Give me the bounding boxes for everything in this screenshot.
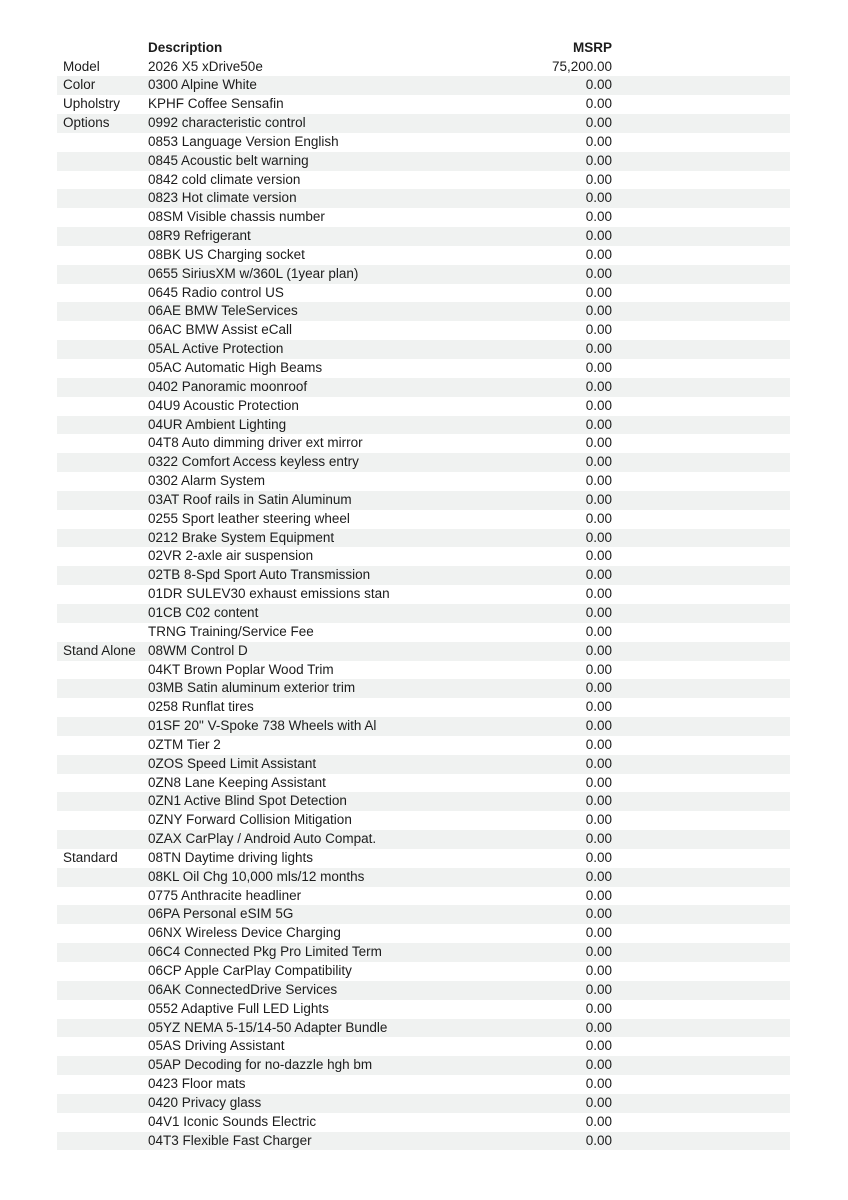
category-cell (57, 811, 148, 830)
row-spacer (612, 340, 790, 359)
description-cell: 0258 Runflat tires (148, 699, 254, 715)
table-body (57, 58, 790, 1151)
category-cell: Model (63, 58, 100, 74)
category-cell (57, 397, 148, 416)
msrp-cell: 0.00 (585, 963, 612, 978)
table-row (57, 227, 790, 246)
table-row (57, 416, 790, 435)
category-cell (57, 416, 148, 435)
category-cell (57, 698, 148, 717)
description-cell: 0420 Privacy glass (148, 1094, 262, 1110)
description-cell: 03AT Roof rails in Satin Aluminum (148, 491, 352, 507)
category-cell (57, 302, 148, 321)
msrp-cell: 0.00 (585, 209, 612, 225)
row-spacer (612, 397, 790, 416)
table-row (57, 171, 790, 190)
msrp-cell: 0.00 (585, 77, 612, 93)
row-spacer (612, 943, 790, 962)
row-spacer (612, 359, 790, 378)
msrp-cell: 0.00 (585, 322, 612, 338)
description-cell: 05AS Driving Assistant (148, 1038, 285, 1054)
description-cell: 08R9 Refrigerant (148, 228, 251, 244)
msrp-cell: 0.00 (585, 906, 612, 922)
row-spacer (612, 189, 790, 208)
description-cell: 06AC BMW Assist eCall (148, 322, 293, 338)
table-row (57, 1037, 790, 1056)
msrp-cell: 0.00 (585, 849, 612, 865)
row-spacer (612, 510, 790, 529)
msrp-cell: 0.00 (585, 360, 612, 375)
table-row (57, 585, 790, 604)
category-cell (57, 1113, 148, 1132)
description-cell: 0552 Adaptive Full LED Lights (148, 1000, 329, 1016)
row-spacer (612, 133, 790, 152)
category-cell (57, 1056, 148, 1075)
category-cell (57, 510, 148, 529)
msrp-cell: 0.00 (585, 152, 612, 168)
table-row (57, 679, 790, 698)
msrp-cell: 0.00 (585, 397, 612, 413)
description-cell: 05AL Active Protection (148, 341, 284, 357)
category-cell (57, 943, 148, 962)
category-cell: Upholstry (63, 96, 121, 112)
table-row (57, 265, 790, 284)
description-cell: 08TN Daytime driving lights (148, 849, 314, 865)
table-row (57, 905, 790, 924)
msrp-cell: 0.00 (585, 303, 612, 319)
table-row (57, 811, 790, 830)
row-spacer (612, 1113, 790, 1132)
table-row (57, 962, 790, 981)
table-row (57, 849, 790, 868)
description-cell: 0ZN8 Lane Keeping Assistant (148, 774, 326, 790)
msrp-cell: 0.00 (585, 190, 612, 206)
row-spacer (612, 981, 790, 1000)
msrp-cell: 0.00 (585, 661, 612, 677)
row-spacer (612, 284, 790, 303)
msrp-cell: 0.00 (585, 133, 612, 149)
category-cell: Options (63, 115, 110, 131)
row-spacer (612, 453, 790, 472)
msrp-cell: 0.00 (585, 1000, 612, 1016)
category-cell (57, 679, 148, 698)
row-spacer (612, 868, 790, 887)
msrp-cell: 0.00 (585, 699, 612, 715)
description-cell: 2026 X5 xDrive50e (148, 58, 263, 74)
table-row (57, 830, 790, 849)
msrp-cell: 0.00 (585, 812, 612, 828)
row-spacer (612, 698, 790, 717)
description-cell: 04U9 Acoustic Protection (148, 397, 299, 413)
description-cell: 06PA Personal eSIM 5G (148, 906, 294, 922)
table-row (57, 604, 790, 623)
row-spacer (612, 755, 790, 774)
table-row (57, 397, 790, 416)
description-cell: 0655 SiriusXM w/360L (1year plan) (148, 265, 359, 281)
msrp-cell: 0.00 (585, 944, 612, 960)
row-spacer (612, 585, 790, 604)
category-cell (57, 1037, 148, 1056)
category-cell (57, 453, 148, 472)
msrp-cell: 0.00 (585, 284, 612, 300)
column-header-category (57, 38, 148, 58)
row-spacer (612, 265, 790, 284)
table-row (57, 378, 790, 397)
msrp-cell: 0.00 (585, 736, 612, 752)
description-cell: 0842 cold climate version (148, 171, 301, 187)
row-spacer (612, 1094, 790, 1113)
row-spacer (612, 1037, 790, 1056)
category-cell (57, 924, 148, 943)
description-cell: 04UR Ambient Lighting (148, 416, 287, 432)
msrp-cell: 0.00 (585, 96, 612, 112)
category-cell (57, 585, 148, 604)
table-row (57, 924, 790, 943)
msrp-cell: 0.00 (585, 171, 612, 187)
description-cell: 0ZAX CarPlay / Android Auto Compat. (148, 831, 377, 847)
table-row (57, 58, 790, 77)
table-row (57, 736, 790, 755)
msrp-cell: 0.00 (585, 1038, 612, 1054)
table-row (57, 547, 790, 566)
vehicle-options-table (57, 38, 790, 1150)
msrp-cell: 0.00 (585, 981, 612, 997)
msrp-cell: 0.00 (585, 491, 612, 507)
row-spacer (612, 962, 790, 981)
row-spacer (612, 378, 790, 397)
row-spacer (612, 491, 790, 510)
description-cell: 0ZN1 Active Blind Spot Detection (148, 793, 347, 809)
description-cell: 04T8 Auto dimming driver ext mirror (148, 435, 363, 451)
row-spacer (612, 1132, 790, 1151)
msrp-cell: 0.00 (585, 115, 612, 131)
msrp-cell: 0.00 (585, 265, 612, 281)
row-spacer (612, 736, 790, 755)
msrp-cell: 0.00 (585, 604, 612, 620)
row-spacer (612, 566, 790, 585)
category-cell (57, 133, 148, 152)
category-cell (57, 246, 148, 265)
row-spacer (612, 472, 790, 491)
description-cell: 0823 Hot climate version (148, 190, 297, 206)
description-cell: 04KT Brown Poplar Wood Trim (148, 661, 334, 677)
category-cell (57, 717, 148, 736)
table-row (57, 340, 790, 359)
table-row (57, 472, 790, 491)
row-spacer (612, 1000, 790, 1019)
category-cell (57, 905, 148, 924)
description-cell: 06C4 Connected Pkg Pro Limited Term (148, 944, 382, 960)
table-row (57, 1056, 790, 1075)
table-row (57, 774, 790, 793)
table-row (57, 302, 790, 321)
table-row (57, 792, 790, 811)
category-cell: Color (63, 77, 96, 93)
table-row (57, 529, 790, 548)
msrp-cell: 0.00 (585, 473, 612, 489)
description-cell: 03MB Satin aluminum exterior trim (148, 680, 356, 696)
table-row (57, 868, 790, 887)
category-cell (57, 152, 148, 171)
row-spacer (612, 171, 790, 190)
table-row (57, 1094, 790, 1113)
table-row (57, 981, 790, 1000)
msrp-cell: 0.00 (585, 454, 612, 470)
row-spacer (612, 114, 790, 133)
category-cell (57, 736, 148, 755)
table-row (57, 943, 790, 962)
table-row (57, 661, 790, 680)
msrp-cell: 0.00 (585, 1019, 612, 1035)
description-cell: 0423 Floor mats (148, 1076, 246, 1092)
row-spacer (612, 58, 790, 77)
description-cell: 0255 Sport leather steering wheel (148, 510, 350, 526)
category-cell (57, 265, 148, 284)
row-spacer (612, 887, 790, 906)
description-cell: 08KL Oil Chg 10,000 mls/12 months (148, 868, 365, 884)
msrp-cell: 0.00 (585, 1057, 612, 1073)
row-spacer (612, 1056, 790, 1075)
table-row (57, 1000, 790, 1019)
category-cell (57, 604, 148, 623)
description-cell: 08BK US Charging socket (148, 246, 305, 262)
msrp-cell: 0.00 (585, 246, 612, 262)
msrp-cell: 0.00 (585, 623, 612, 639)
category-cell: Standard (63, 849, 118, 865)
category-cell (57, 887, 148, 906)
description-cell: 02TB 8-Spd Sport Auto Transmission (148, 567, 371, 583)
description-cell: 06AE BMW TeleServices (148, 303, 298, 319)
table-row (57, 510, 790, 529)
row-spacer (612, 152, 790, 171)
description-cell: 0853 Language Version English (148, 133, 339, 149)
row-spacer (612, 321, 790, 340)
msrp-cell: 0.00 (585, 586, 612, 602)
msrp-cell: 0.00 (585, 341, 612, 357)
category-cell (57, 340, 148, 359)
row-spacer (612, 774, 790, 793)
table-row (57, 152, 790, 171)
row-spacer (612, 604, 790, 623)
row-spacer (612, 529, 790, 548)
table-row (57, 114, 790, 133)
category-cell (57, 547, 148, 566)
row-spacer (612, 830, 790, 849)
description-cell: 0402 Panoramic moonroof (148, 378, 308, 394)
description-cell: 01SF 20" V-Spoke 738 Wheels with Al (148, 718, 377, 734)
msrp-cell: 0.00 (585, 1094, 612, 1110)
msrp-cell: 0.00 (585, 510, 612, 526)
row-spacer (612, 547, 790, 566)
category-cell: Stand Alone (63, 642, 136, 658)
category-cell (57, 378, 148, 397)
description-cell: 0212 Brake System Equipment (148, 529, 335, 545)
description-cell: 0645 Radio control US (148, 284, 284, 300)
table-row (57, 95, 790, 114)
description-cell: 0300 Alpine White (148, 77, 257, 93)
row-spacer (612, 302, 790, 321)
table-row (57, 566, 790, 585)
description-cell: 08WM Control D (148, 642, 248, 658)
category-cell (57, 189, 148, 208)
table-row (57, 623, 790, 642)
msrp-cell: 0.00 (585, 529, 612, 545)
category-cell (57, 868, 148, 887)
description-cell: 0ZNY Forward Collision Mitigation (148, 812, 352, 828)
table-header-row (57, 38, 790, 58)
table-row (57, 717, 790, 736)
msrp-cell: 0.00 (585, 416, 612, 432)
msrp-cell: 0.00 (585, 1076, 612, 1092)
row-spacer (612, 227, 790, 246)
category-cell (57, 774, 148, 793)
msrp-cell: 0.00 (585, 567, 612, 583)
table-row (57, 491, 790, 510)
category-cell (57, 472, 148, 491)
row-spacer (612, 623, 790, 642)
row-spacer (612, 208, 790, 227)
description-cell: 04V1 Iconic Sounds Electric (148, 1113, 317, 1129)
description-cell: 05AP Decoding for no-dazzle hgh bm (148, 1057, 373, 1073)
row-spacer (612, 924, 790, 943)
category-cell (57, 1019, 148, 1038)
category-cell (57, 981, 148, 1000)
table-row (57, 208, 790, 227)
description-cell: TRNG Training/Service Fee (148, 623, 314, 639)
table-row (57, 887, 790, 906)
description-cell: 0302 Alarm System (148, 473, 266, 489)
category-cell (57, 359, 148, 378)
description-cell: 05YZ NEMA 5-15/14-50 Adapter Bundle (148, 1019, 388, 1035)
table-row (57, 359, 790, 378)
msrp-cell: 0.00 (585, 831, 612, 847)
row-spacer (612, 434, 790, 453)
msrp-cell: 0.00 (585, 680, 612, 696)
description-cell: 0775 Anthracite headliner (148, 887, 302, 903)
description-cell: 01DR SULEV30 exhaust emissions stan (148, 586, 390, 602)
category-cell (57, 661, 148, 680)
row-spacer (612, 95, 790, 114)
row-spacer (612, 792, 790, 811)
msrp-cell: 0.00 (585, 548, 612, 564)
row-spacer (612, 679, 790, 698)
row-spacer (612, 76, 790, 95)
description-cell: 06CP Apple CarPlay Compatibility (148, 963, 352, 978)
category-cell (57, 792, 148, 811)
row-spacer (612, 849, 790, 868)
description-cell: 06NX Wireless Device Charging (148, 925, 341, 941)
description-cell: 06AK ConnectedDrive Services (148, 981, 338, 997)
column-header-msrp: MSRP (572, 40, 612, 55)
category-cell (57, 208, 148, 227)
msrp-cell: 0.00 (585, 642, 612, 658)
category-cell (57, 962, 148, 981)
msrp-cell: 0.00 (585, 435, 612, 451)
msrp-cell: 75,200.00 (551, 58, 612, 74)
msrp-cell: 0.00 (585, 718, 612, 734)
table-row (57, 321, 790, 340)
msrp-cell: 0.00 (585, 868, 612, 884)
row-spacer (612, 642, 790, 661)
row-spacer (612, 905, 790, 924)
msrp-cell: 0.00 (585, 793, 612, 809)
msrp-cell: 0.00 (585, 228, 612, 244)
category-cell (57, 623, 148, 642)
category-cell (57, 1000, 148, 1019)
category-cell (57, 830, 148, 849)
row-spacer (612, 661, 790, 680)
table-row (57, 133, 790, 152)
msrp-cell: 0.00 (585, 378, 612, 394)
category-cell (57, 755, 148, 774)
column-header-description: Description (148, 40, 223, 55)
category-cell (57, 321, 148, 340)
table-row (57, 189, 790, 208)
category-cell (57, 566, 148, 585)
table-row (57, 1075, 790, 1094)
table-row (57, 284, 790, 303)
category-cell (57, 491, 148, 510)
category-cell (57, 1094, 148, 1113)
description-cell: 08SM Visible chassis number (148, 209, 325, 225)
table-row (57, 642, 790, 661)
table-row (57, 1019, 790, 1038)
category-cell (57, 171, 148, 190)
msrp-cell: 0.00 (585, 1113, 612, 1129)
msrp-cell: 0.00 (585, 1132, 612, 1148)
description-cell: 04T3 Flexible Fast Charger (148, 1132, 312, 1148)
row-spacer (612, 246, 790, 265)
msrp-cell: 0.00 (585, 774, 612, 790)
description-cell: 0992 characteristic control (148, 115, 306, 131)
category-cell (57, 284, 148, 303)
description-cell: 02VR 2-axle air suspension (148, 548, 314, 564)
table-row (57, 1113, 790, 1132)
row-spacer (612, 416, 790, 435)
description-cell: 05AC Automatic High Beams (148, 360, 323, 375)
description-cell: 0845 Acoustic belt warning (148, 152, 309, 168)
table-row (57, 246, 790, 265)
description-cell: 0322 Comfort Access keyless entry (148, 454, 359, 470)
description-cell: 0ZTM Tier 2 (148, 736, 221, 752)
msrp-cell: 0.00 (585, 755, 612, 771)
msrp-cell: 0.00 (585, 925, 612, 941)
table-row (57, 453, 790, 472)
table-row (57, 434, 790, 453)
row-spacer (612, 1075, 790, 1094)
category-cell (57, 529, 148, 548)
description-cell: 0ZOS Speed Limit Assistant (148, 755, 317, 771)
msrp-cell: 0.00 (585, 887, 612, 903)
description-cell: KPHF Coffee Sensafin (148, 96, 284, 112)
category-cell (57, 434, 148, 453)
category-cell (57, 1075, 148, 1094)
row-spacer (612, 1019, 790, 1038)
table-row (57, 76, 790, 95)
row-spacer (612, 717, 790, 736)
row-spacer (612, 811, 790, 830)
table-row (57, 1132, 790, 1151)
header-spacer (612, 38, 790, 58)
table-row (57, 698, 790, 717)
category-cell (57, 227, 148, 246)
description-cell: 01CB C02 content (148, 604, 259, 620)
category-cell (57, 1132, 148, 1151)
table-row (57, 755, 790, 774)
